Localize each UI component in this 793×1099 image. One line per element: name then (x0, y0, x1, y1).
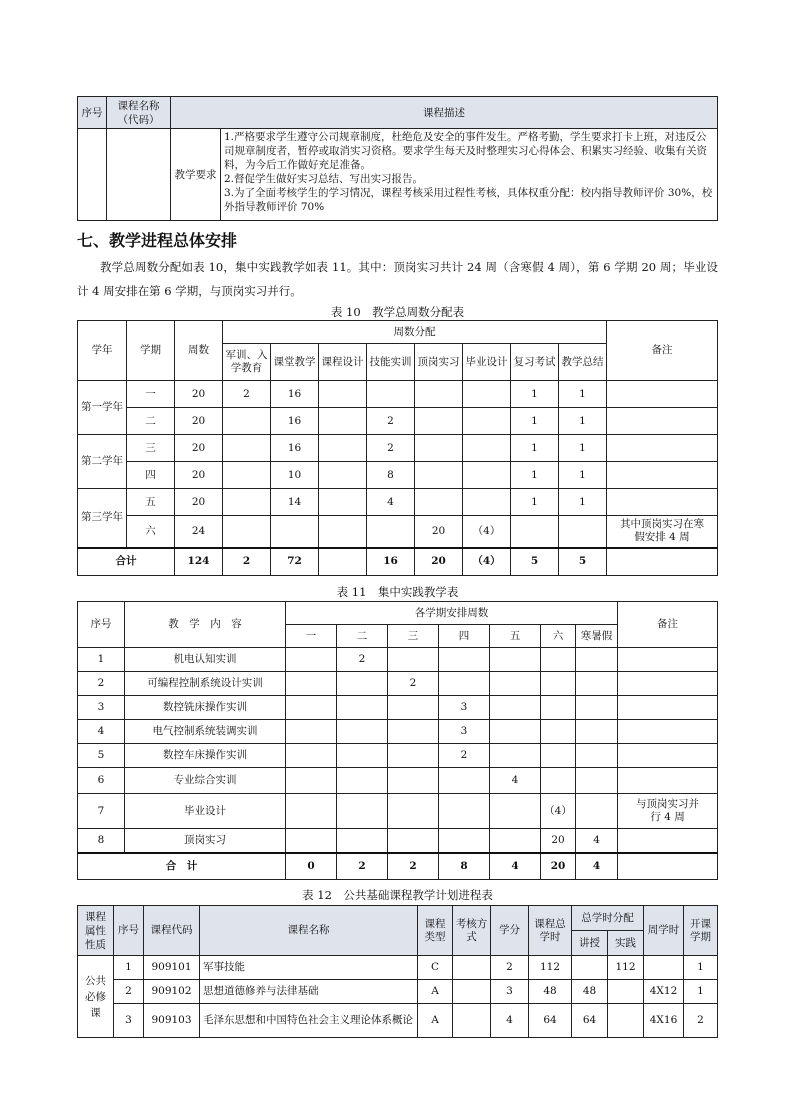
t11-cell (388, 794, 439, 829)
t10-year: 第二学年 (78, 435, 127, 489)
t10-cell: 2 (367, 435, 415, 462)
t11-remark (618, 672, 718, 696)
t11-content: 数控车床操作实训 (125, 744, 286, 768)
t11-total-label: 合 计 (78, 853, 286, 879)
header-description: 课程描述 (171, 97, 718, 129)
t11-remark (618, 744, 718, 768)
table10-caption: 表 10 教学总周数分配表 (330, 305, 465, 319)
t11-cell: 20 (541, 829, 576, 854)
t11-seq: 3 (78, 696, 125, 720)
t10-cell: 1 (511, 435, 559, 462)
t12-practice (608, 1004, 644, 1038)
t11-cell (490, 829, 541, 854)
t12-term: 1 (684, 980, 718, 1004)
course-description-table (77, 96, 718, 221)
t10-year: 第三学年 (78, 489, 127, 548)
t10-total-cell: （4） (463, 548, 511, 576)
t10-cell: （4） (463, 516, 511, 548)
t11-cell (576, 768, 618, 794)
t10-total-cell: 16 (367, 548, 415, 576)
t11-remark (618, 720, 718, 744)
t11-cell (337, 794, 388, 829)
t10-total-cell: 5 (559, 548, 607, 576)
t11-cell (576, 794, 618, 829)
t11-content: 电气控制系统装调实训 (125, 720, 286, 744)
t10-cell: 1 (511, 381, 559, 408)
t10-cell: 1 (511, 489, 559, 516)
t11-cell: 4 (490, 768, 541, 794)
t11-cell (286, 648, 337, 672)
t11-cell (388, 696, 439, 720)
t10-term: 一 (127, 381, 175, 408)
t11-content: 机电认知实训 (125, 648, 286, 672)
table-row (78, 768, 718, 794)
t10-remark (607, 489, 718, 516)
t11-cell (439, 672, 490, 696)
t10-col-header: 教学总结 (559, 344, 607, 381)
t10-col-header: 顶岗实习 (415, 344, 463, 381)
t11-cell (576, 744, 618, 768)
t10-header-distribution: 周数分配 (223, 321, 607, 344)
t12-name: 毛泽东思想和中国特色社会主义理论体系概论 (200, 1004, 418, 1038)
t10-year: 第一学年 (78, 381, 127, 435)
t10-term: 二 (127, 408, 175, 435)
t11-cell (337, 696, 388, 720)
header-course-name (107, 97, 171, 129)
t11-content: 毕业设计 (125, 794, 286, 829)
section-intro: 教学总周数分配如表 10，集中实践教学如表 11。其中：顶岗实习共计 24 周（含寒假 4 周），第 6 学期 20 周；毕业设计 4 周安排在第 6 学期，与顶岗实习并行。 (77, 260, 718, 298)
t11-header-seq: 序号 (78, 602, 125, 648)
t12-lecture: 48 (572, 980, 608, 1004)
table-row (78, 408, 718, 435)
t11-cell (388, 829, 439, 854)
t12-header-nature: 课程属性性质 (78, 906, 114, 956)
t11-cell (286, 672, 337, 696)
t11-cell: 3 (439, 696, 490, 720)
t12-credit: 3 (491, 980, 529, 1004)
t10-total-label: 合计 (78, 548, 175, 576)
t10-cell (415, 381, 463, 408)
t12-total: 64 (529, 1004, 572, 1038)
t10-cell: 16 (271, 435, 319, 462)
t10-remark (607, 462, 718, 489)
t10-weeks: 20 (175, 489, 223, 516)
t11-seq: 1 (78, 648, 125, 672)
t11-cell (337, 720, 388, 744)
table-row (78, 516, 718, 548)
t10-cell: 16 (271, 408, 319, 435)
t11-cell (490, 744, 541, 768)
requirement-label: 教学要求 (171, 129, 221, 221)
t12-seq: 1 (114, 956, 144, 980)
t11-cell: 2 (337, 648, 388, 672)
t10-weeks: 20 (175, 435, 223, 462)
t12-total: 112 (529, 956, 572, 980)
t11-total-cell: 8 (439, 853, 490, 879)
t10-cell (463, 489, 511, 516)
t10-col-header: 复习考试 (511, 344, 559, 381)
t10-cell: 1 (559, 489, 607, 516)
t11-cell (490, 794, 541, 829)
t11-term-header: 一 (286, 625, 337, 648)
t11-content: 数控铣床操作实训 (125, 696, 286, 720)
t11-cell (439, 768, 490, 794)
t12-header-code: 课程代码 (144, 906, 200, 956)
requirement-line-1: 1.严格要求学生遵守公司规章制度，杜绝危及安全的事件发生。严格考勤，学生要求打卡上班，对违反公司规章制度者，暂停或取消实习资格。要求学生每天及时整理实习心得体会、积累实习经验、收集有关资料，为今后工作做好充足准备。 (224, 131, 707, 171)
t11-cell (286, 768, 337, 794)
t11-remark: 与顶岗实习并行 4 周 (618, 794, 718, 829)
t11-cell (388, 744, 439, 768)
header-seq: 序号 (78, 97, 107, 129)
t10-cell: 1 (511, 408, 559, 435)
t12-credit: 2 (491, 956, 529, 980)
t11-cell (541, 720, 576, 744)
t11-seq: 4 (78, 720, 125, 744)
t12-lecture: 64 (572, 1004, 608, 1038)
empty-cell (78, 129, 107, 221)
t10-remark (607, 381, 718, 408)
t11-cell (337, 744, 388, 768)
t10-cell (319, 381, 367, 408)
table11-caption: 表 11 集中实践教学表 (336, 585, 459, 599)
t11-term-header: 三 (388, 625, 439, 648)
t10-cell (463, 381, 511, 408)
t11-cell (490, 720, 541, 744)
t11-total-cell: 4 (490, 853, 541, 879)
t11-cell (576, 672, 618, 696)
t12-code: 909103 (144, 1004, 200, 1038)
t10-term: 三 (127, 435, 175, 462)
t11-cell (439, 829, 490, 854)
t11-total-cell: 20 (541, 853, 576, 879)
t10-cell (415, 489, 463, 516)
t12-code: 909101 (144, 956, 200, 980)
t11-term-header: 二 (337, 625, 388, 648)
t10-cell (319, 408, 367, 435)
t11-seq: 8 (78, 829, 125, 854)
t11-cell (286, 696, 337, 720)
t10-total-cell: 20 (415, 548, 463, 576)
t10-weeks: 20 (175, 381, 223, 408)
t10-cell (415, 408, 463, 435)
t10-total-cell: 72 (271, 548, 319, 576)
t11-term-header: 四 (439, 625, 490, 648)
table-row (78, 829, 718, 854)
t10-cell (415, 435, 463, 462)
requirement-line-3: 3.为了全面考核学生的学习情况，课程考核采用过程性考核，具体权重分配：校内指导教师评价 30%，校外指导教师评价 70% (224, 187, 713, 213)
t10-header-weeks: 周数 (175, 321, 223, 381)
t10-total-cell (319, 548, 367, 576)
t10-weeks: 20 (175, 462, 223, 489)
t12-weekly: 4X16 (644, 1004, 684, 1038)
t11-cell (439, 794, 490, 829)
t10-cell (559, 516, 607, 548)
t10-cell (367, 381, 415, 408)
t11-cell (337, 768, 388, 794)
t10-remark (607, 408, 718, 435)
t11-total-cell: 2 (388, 853, 439, 879)
t12-exam (453, 980, 491, 1004)
t11-cell (286, 720, 337, 744)
t12-group: 公共必修课 (78, 956, 114, 1038)
t10-cell: 2 (367, 408, 415, 435)
t11-cell: 3 (439, 720, 490, 744)
table11 (77, 601, 718, 880)
t11-remark (618, 696, 718, 720)
t12-exam (453, 1004, 491, 1038)
t12-header-credit: 学分 (491, 906, 529, 956)
table-row (78, 462, 718, 489)
t11-seq: 7 (78, 794, 125, 829)
t10-col-header: 军训、入学教育 (223, 344, 271, 381)
t10-cell (223, 489, 271, 516)
table-row (78, 720, 718, 744)
t10-cell: 16 (271, 381, 319, 408)
table-row (78, 1004, 718, 1038)
t11-remark (618, 768, 718, 794)
t11-term-header: 寒暑假 (576, 625, 618, 648)
t10-cell: 1 (559, 381, 607, 408)
t11-cell (388, 720, 439, 744)
t12-header-name: 课程名称 (200, 906, 418, 956)
t10-cell: 14 (271, 489, 319, 516)
t11-cell (490, 672, 541, 696)
t10-cell (463, 462, 511, 489)
t10-weeks: 20 (175, 408, 223, 435)
t11-cell (541, 696, 576, 720)
table12-caption: 表 12 公共基础课程教学计划进程表 (302, 888, 493, 902)
t12-term: 1 (684, 956, 718, 980)
table-row (78, 381, 718, 408)
t12-header-total-hours: 课程总学时 (529, 906, 572, 956)
t11-total-cell: 2 (337, 853, 388, 879)
t12-header-distribution: 总学时分配 (572, 906, 644, 931)
t10-total-cell: 2 (223, 548, 271, 576)
t10-remark (607, 435, 718, 462)
t12-header-lecture: 讲授 (572, 931, 608, 956)
table-row (78, 489, 718, 516)
t10-cell (367, 516, 415, 548)
t12-term: 2 (684, 1004, 718, 1038)
t10-cell: 4 (367, 489, 415, 516)
t10-col-header: 课程设计 (319, 344, 367, 381)
t11-cell (490, 648, 541, 672)
table-row (78, 648, 718, 672)
table-total-row (78, 853, 718, 879)
t11-remark (618, 648, 718, 672)
t11-seq: 2 (78, 672, 125, 696)
t10-cell (223, 462, 271, 489)
t10-cell (319, 516, 367, 548)
t11-cell: 2 (439, 744, 490, 768)
t12-weekly: 4X12 (644, 980, 684, 1004)
t11-seq: 5 (78, 744, 125, 768)
t11-header-remark: 备注 (618, 602, 718, 648)
requirement-line-2: 2.督促学生做好实习总结、写出实习报告。 (224, 173, 424, 185)
t12-header-exam: 考核方式 (453, 906, 491, 956)
t10-header-year: 学年 (78, 321, 127, 381)
t11-term-header: 六 (541, 625, 576, 648)
t12-header-weekly: 周学时 (644, 906, 684, 956)
t12-total: 48 (529, 980, 572, 1004)
t11-content: 顶岗实习 (125, 829, 286, 854)
t11-cell (576, 720, 618, 744)
t11-cell (286, 829, 337, 854)
t10-cell (319, 489, 367, 516)
t11-header-terms: 各学期安排周数 (286, 602, 618, 625)
t12-name: 军事技能 (200, 956, 418, 980)
t10-cell (271, 516, 319, 548)
t11-seq: 6 (78, 768, 125, 794)
t10-cell: 10 (271, 462, 319, 489)
t10-term: 四 (127, 462, 175, 489)
t12-header-seq: 序号 (114, 906, 144, 956)
t10-header-term: 学期 (127, 321, 175, 381)
t11-cell (576, 648, 618, 672)
table10 (77, 320, 718, 576)
table-row (78, 744, 718, 768)
t10-cell: 8 (367, 462, 415, 489)
table-row (78, 980, 718, 1004)
table-row (78, 672, 718, 696)
t11-cell (541, 768, 576, 794)
t12-exam (453, 956, 491, 980)
t11-cell (439, 648, 490, 672)
header-course-name-line2: （代码） (117, 113, 160, 126)
t10-col-header: 课堂教学 (271, 344, 319, 381)
requirement-text (221, 129, 718, 221)
t10-cell: 1 (559, 462, 607, 489)
t12-type: A (418, 1004, 453, 1038)
t12-lecture (572, 956, 608, 980)
t12-header-term: 开课学期 (684, 906, 718, 956)
t11-cell (337, 829, 388, 854)
t10-cell (319, 462, 367, 489)
t10-cell (511, 516, 559, 548)
t11-cell (388, 648, 439, 672)
t11-cell: 4 (576, 829, 618, 854)
t11-header-content: 教 学 内 容 (125, 602, 286, 648)
t10-total-cell: 5 (511, 548, 559, 576)
t10-col-header: 毕业设计 (463, 344, 511, 381)
t11-cell (541, 744, 576, 768)
t11-cell (337, 672, 388, 696)
t11-cell: 2 (388, 672, 439, 696)
table-total-row (78, 548, 718, 576)
t11-cell (286, 794, 337, 829)
t12-code: 909102 (144, 980, 200, 1004)
t10-cell (223, 435, 271, 462)
t10-cell: 1 (559, 435, 607, 462)
table-row (78, 696, 718, 720)
t12-type: C (418, 956, 453, 980)
t10-cell: 1 (559, 408, 607, 435)
t10-header-remark: 备注 (607, 321, 718, 381)
t12-weekly (644, 956, 684, 980)
t10-remark: 其中顶岗实习在寒假安排 4 周 (607, 516, 718, 548)
t12-seq: 3 (114, 1004, 144, 1038)
t12-header-practice: 实践 (608, 931, 644, 956)
t10-cell (463, 408, 511, 435)
t10-term: 六 (127, 516, 175, 548)
t12-seq: 2 (114, 980, 144, 1004)
t11-cell (388, 768, 439, 794)
t10-total-weeks: 124 (175, 548, 223, 576)
t10-cell (223, 516, 271, 548)
table12 (77, 905, 718, 1038)
section-title: 七、教学进程总体安排 (77, 231, 238, 250)
t12-practice: 112 (608, 956, 644, 980)
t11-remark (618, 829, 718, 854)
t12-name: 思想道德修养与法律基础 (200, 980, 418, 1004)
t11-cell (541, 672, 576, 696)
t11-cell (576, 696, 618, 720)
t12-practice (608, 980, 644, 1004)
t10-cell: 20 (415, 516, 463, 548)
header-course-name-line1: 课程名称 (117, 99, 160, 112)
empty-cell (107, 129, 171, 221)
t11-total-cell: 4 (576, 853, 618, 879)
t10-total-remark (607, 548, 718, 576)
t11-total-remark (618, 853, 718, 879)
t10-cell: 2 (223, 381, 271, 408)
t11-cell (286, 744, 337, 768)
t11-cell (490, 696, 541, 720)
t12-header-type: 课程类型 (418, 906, 453, 956)
t11-total-cell: 0 (286, 853, 337, 879)
t10-cell (223, 408, 271, 435)
t11-cell (541, 648, 576, 672)
t11-content: 专业综合实训 (125, 768, 286, 794)
t10-cell (463, 435, 511, 462)
t10-term: 五 (127, 489, 175, 516)
t10-cell (415, 462, 463, 489)
t11-cell: （4） (541, 794, 576, 829)
t10-cell (319, 435, 367, 462)
table-row (78, 435, 718, 462)
t12-credit: 4 (491, 1004, 529, 1038)
table-row (78, 794, 718, 829)
table-row (78, 956, 718, 980)
t10-col-header: 技能实训 (367, 344, 415, 381)
t11-term-header: 五 (490, 625, 541, 648)
t11-content: 可编程控制系统设计实训 (125, 672, 286, 696)
t10-cell: 1 (511, 462, 559, 489)
t10-weeks: 24 (175, 516, 223, 548)
t12-type: A (418, 980, 453, 1004)
